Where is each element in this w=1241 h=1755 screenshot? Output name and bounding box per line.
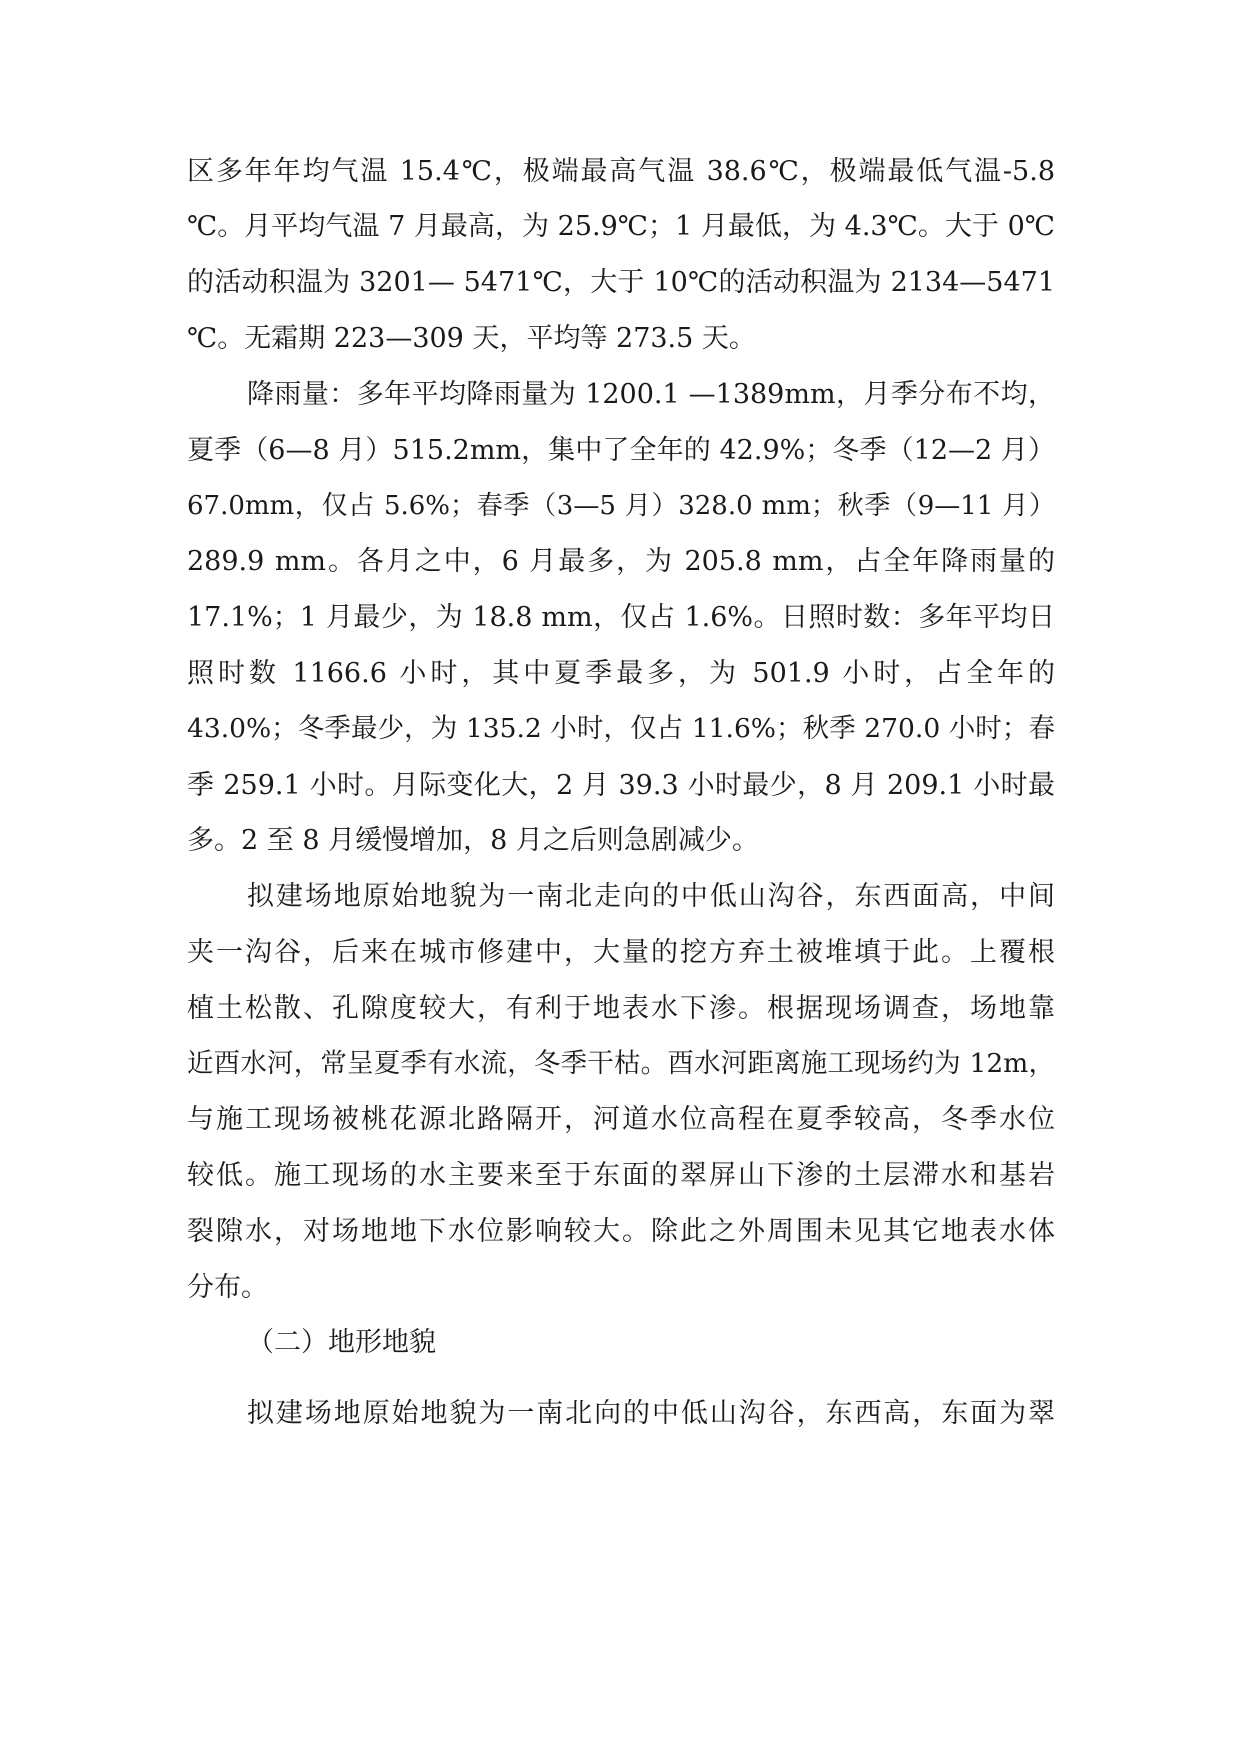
text-line: 17.1%；1 月最少，为 18.8 mm，仅占 1.6%。日照时数：多年平均日 [187,602,1055,633]
text-line: 植土松散、孔隙度较大，有利于地表水下渗。根据现场调查，场地靠 [187,993,1055,1024]
text-line: 多。2 至 8 月缓慢增加，8 月之后则急剧减少。 [187,825,759,856]
text-line: 夏季（6—8 月）515.2mm，集中了全年的 42.9%；冬季（12—2 月） [187,435,1055,466]
text-line: 43.0%；冬季最少，为 135.2 小时，仅占 11.6%；秋季 270.0 小时；春 [187,713,1055,744]
text-line: 分布。 [187,1272,268,1303]
text-line: 裂隙水，对场地地下水位影响较大。除此之外周围未见其它地表水体 [187,1216,1055,1247]
text-line: 较低。施工现场的水主要来至于东面的翠屏山下渗的土层滞水和基岩 [187,1160,1055,1191]
text-line: 降雨量：多年平均降雨量为 1200.1 —1389mm，月季分布不均， [247,379,1055,410]
text-line: 拟建场地原始地貌为一南北向的中低山沟谷，东西高，东面为翠 [247,1398,1055,1429]
text-line: 289.9 mm。各月之中，6 月最多，为 205.8 mm，占全年降雨量的 [187,546,1055,577]
text-line: 67.0mm，仅占 5.6%；春季（3—5 月）328.0 mm；秋季（9—11 月） [187,491,1055,521]
text-line: 照时数 1166.6 小时，其中夏季最多，为 501.9 小时，占全年的 [187,658,1055,689]
section-heading: （二）地形地貌 [247,1327,436,1358]
text-line: 季 259.1 小时。月际变化大，2 月 39.3 小时最少，8 月 209.1 小时最 [187,770,1055,801]
text-line: 拟建场地原始地貌为一南北走向的中低山沟谷，东西面高，中间 [247,881,1055,912]
text-line: 与施工现场被桃花源北路隔开，河道水位高程在夏季较高，冬季水位 [187,1104,1055,1135]
text-line: 区多年年均气温 15.4℃，极端最高气温 38.6℃，极端最低气温-5.8 [187,156,1055,187]
text-line: 近酉水河，常呈夏季有水流，冬季干枯。酉水河距离施工现场约为 12m， [187,1048,1055,1079]
text-line: 夹一沟谷，后来在城市修建中，大量的挖方弃土被堆填于此。上覆根 [187,937,1055,968]
text-line: 的活动积温为 3201— 5471℃，大于 10℃的活动积温为 2134—5471 [187,267,1055,298]
text-line: ℃。无霜期 223—309 天，平均等 273.5 天。 [187,323,756,354]
text-line: ℃。月平均气温 7 月最高，为 25.9℃；1 月最低，为 4.3℃。大于 0℃ [187,211,1055,242]
